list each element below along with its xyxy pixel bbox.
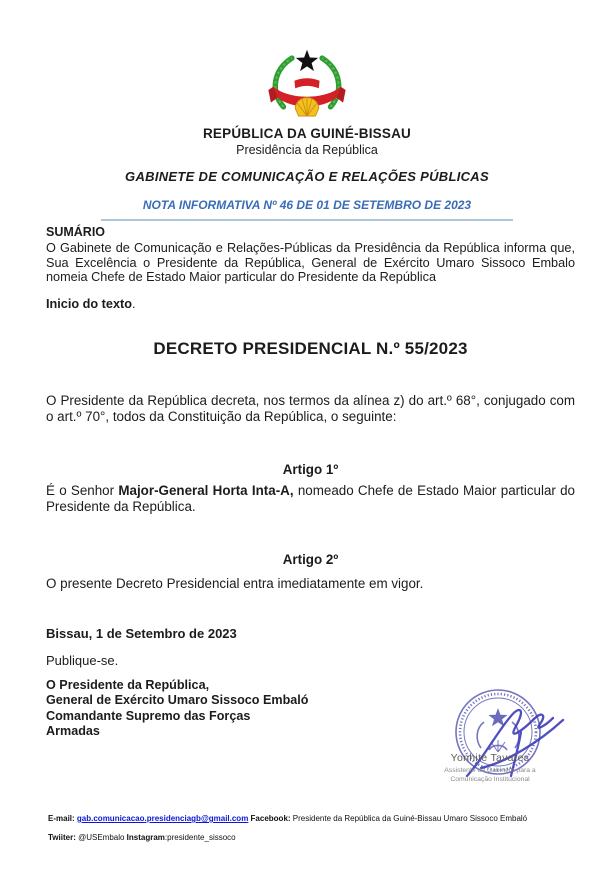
article-1-body (46, 483, 575, 515)
presidency-subtitle: Presidência da República (236, 143, 378, 157)
article-2-body: O presente Decreto Presidencial entra imediatamente em vigor. (46, 575, 424, 591)
signature-line-2: General de Exército Umaro Sissoco Embaló (46, 693, 309, 708)
guinea-bissau-emblem-icon (265, 46, 349, 124)
summary-heading: SUMÁRIO (46, 225, 106, 239)
email-label: E-mail: (48, 814, 75, 823)
start-of-text-period: . (132, 296, 136, 311)
start-of-text-bold: Inicio do texto (46, 296, 132, 311)
instagram-label: Instagram (126, 833, 165, 842)
office-heading: GABINETE DE COMUNICAÇÃO E RELAÇÕES PÚBLICAS (125, 169, 489, 184)
document-body (46, 225, 575, 740)
twitter-label: Twiiter: (48, 833, 76, 842)
article-1-heading: Artigo 1º (282, 461, 339, 477)
contact-footer (48, 814, 578, 852)
publish-order: Publique-se. (46, 652, 119, 668)
dateline: Bissau, 1 de Setembro de 2023 (46, 625, 237, 641)
decree-preamble: O Presidente da República decreta, nos termos da alínea z) do art.º 68°, conjugado com o art.º 70°, todos da Constituição da República, o seguinte: (46, 392, 575, 424)
header-divider (101, 219, 513, 221)
footer-line-2 (48, 833, 578, 842)
article-1-pre: É o Senhor (46, 482, 119, 498)
attester-role (405, 766, 575, 784)
stamp-and-attestation (405, 680, 600, 810)
start-of-text-label (46, 297, 575, 311)
signature-line-4: Armadas (46, 724, 100, 739)
republic-title: REPÚBLICA DA GUINÉ-BISSAU (202, 126, 411, 141)
article-2-heading: Artigo 2º (282, 551, 339, 567)
signature-line-1: O Presidente da República, (46, 677, 210, 692)
document-header (0, 0, 614, 221)
nota-informativa-heading: NOTA INFORMATIVA Nº 46 DE 01 DE SETEMBRO DE 2023 (142, 198, 472, 212)
summary-paragraph: O Gabinete de Comunicação e Relações-Públicas da Presidência da República informa que, Sua Excelência o Presidente da República, General de Exército Umaro Sissoco Embalo nomeia Chefe de Estado Maior particular do Presidente da República (46, 241, 575, 285)
attester-name: Yonhité Tavares (450, 752, 530, 764)
twitter-value: @USEmbalo (75, 833, 127, 842)
facebook-value: Presidente da República da Guiné-Bissau Umaro Sissoco Embaló (290, 814, 528, 823)
article-1-appointee-name: Major-General Horta Inta-A, (118, 482, 294, 498)
footer-line-1 (48, 814, 578, 823)
facebook-label: Facebook: (250, 814, 291, 823)
instagram-value: :presidente_sissoco (164, 833, 236, 842)
decree-title: DECRETO PRESIDENCIAL N.º 55/2023 (153, 338, 468, 358)
article-1-post: nomeado Chefe de Estado Maior particular do Presidente da República. (46, 482, 576, 514)
signature-line-3: Comandante Supremo das Forças (46, 708, 251, 723)
email-link[interactable]: gab.comunicacao.presidenciagb@gmail.com (76, 814, 249, 823)
attester-block (405, 752, 575, 784)
attester-role-line-1: Assistente de Gabinete para a (444, 767, 536, 774)
attester-role-line-2: Comunicação Institucional (450, 776, 530, 783)
